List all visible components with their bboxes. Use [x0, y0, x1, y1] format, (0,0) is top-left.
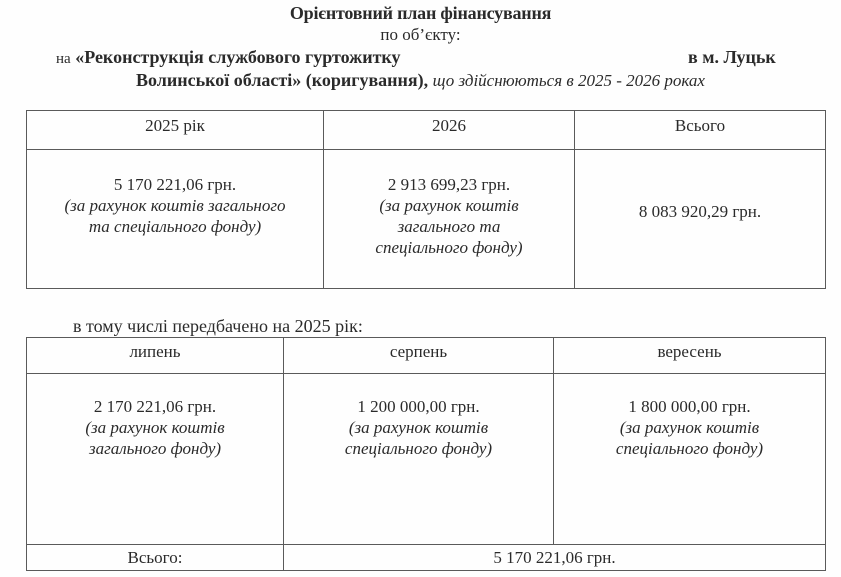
note-august-line2: спеціального фонду): [344, 439, 493, 458]
month-cell-august: [284, 374, 554, 545]
summary-cell-total: [575, 150, 826, 289]
month-cell-september: [554, 374, 826, 545]
summary-header-row: [27, 111, 826, 150]
note-september-line1: (за рахунок коштів: [619, 418, 760, 437]
object-name-part2: Волинської області» (коригування),: [136, 70, 429, 90]
breakdown-total-row: [27, 545, 826, 571]
amount-august: 1 200 000,00 грн.: [357, 397, 480, 416]
month-header-july: липень: [27, 338, 284, 374]
note-2026-line1: (за рахунок коштів: [379, 196, 519, 215]
breakdown-total-value: 5 170 221,06 грн.: [284, 545, 826, 571]
month-header-september: вересень: [554, 338, 826, 374]
object-line-2: [0, 70, 841, 91]
period-text: що здійснюються в 2025 - 2026 роках: [432, 71, 705, 90]
month-header-row: [27, 338, 826, 374]
note-august-line1: (за рахунок коштів: [348, 418, 489, 437]
amount-2025: 5 170 221,06 грн.: [113, 175, 237, 194]
month-values-row: [27, 374, 826, 545]
amount-total: 8 083 920,29 грн.: [638, 202, 762, 221]
monthly-breakdown-table: [26, 337, 826, 571]
summary-cell-2026: [324, 150, 575, 289]
object-city: в м. Луцьк: [688, 47, 776, 67]
amount-september: 1 800 000,00 грн.: [628, 397, 751, 416]
note-2026-line2: загального та: [397, 217, 501, 236]
document-subtitle: по об’єкту:: [380, 25, 461, 44]
month-cell-july: [27, 374, 284, 545]
note-july-line1: (за рахунок коштів: [85, 418, 225, 437]
summary-header-2025: 2025 рік: [27, 111, 324, 150]
note-september-line2: спеціального фонду): [615, 439, 764, 458]
object-line: [56, 47, 401, 68]
month-header-august: серпень: [284, 338, 554, 374]
note-july-line2: загального фонду): [88, 439, 222, 458]
summary-row: [27, 150, 826, 289]
summary-header-total: Всього: [575, 111, 826, 150]
document-title: Орієнтовний план фінансування: [289, 3, 552, 23]
note-2025-line1: (за рахунок коштів загального: [64, 196, 286, 215]
breakdown-total-label: Всього:: [27, 545, 284, 571]
breakdown-intro: в тому числі передбачено на 2025 рік:: [73, 316, 363, 336]
object-prefix: на: [56, 51, 71, 67]
note-2025-line2: та спеціального фонду): [88, 217, 262, 236]
amount-2026: 2 913 699,23 грн.: [387, 175, 511, 194]
summary-cell-2025: [27, 150, 324, 289]
object-name-part1: «Реконструкція службового гуртожитку: [75, 47, 401, 67]
summary-header-2026: 2026: [324, 111, 575, 150]
note-2026-line3: спеціального фонду): [375, 238, 523, 257]
amount-july: 2 170 221,06 грн.: [93, 397, 217, 416]
summary-table: [26, 110, 826, 289]
